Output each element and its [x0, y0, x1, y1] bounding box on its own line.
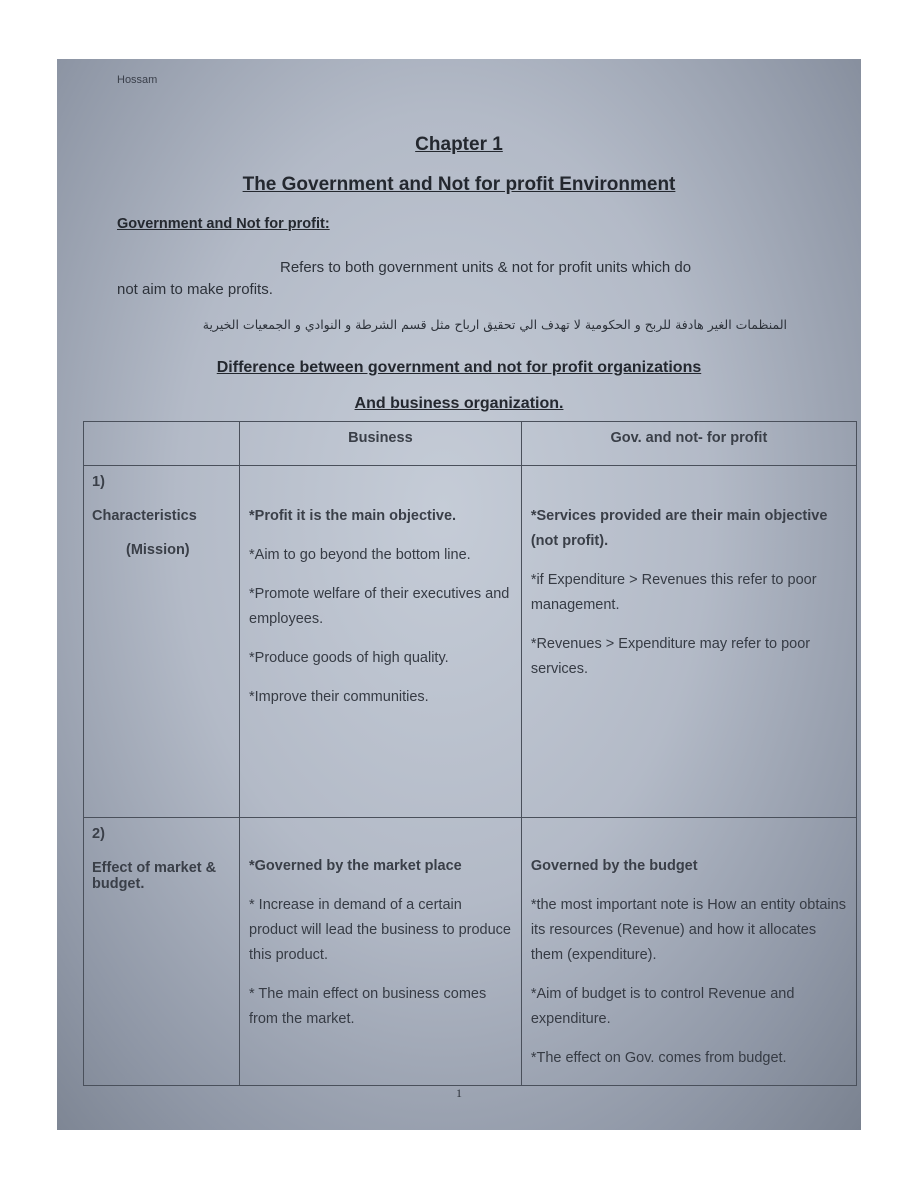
gov-point: *Aim of budget is to control Revenue and expenditure.	[530, 986, 795, 1027]
gov-point: *Revenues > Expenditure may refer to poor services.	[530, 636, 811, 677]
gov-point: *if Expenditure > Revenues this refer to poor management.	[530, 572, 817, 613]
row-label-cell	[84, 466, 240, 818]
definition-line-1: Refers to both government units & not for profit units which do	[280, 259, 692, 276]
business-point: * The main effect on business comes from the market.	[249, 986, 487, 1027]
photographed-page	[57, 59, 861, 1130]
gov-point: Governed by the budget	[530, 858, 698, 874]
comparison-table	[83, 421, 857, 1086]
chapter-heading: Chapter 1	[415, 134, 503, 155]
definition-line-2: not aim to make profits.	[117, 281, 273, 298]
business-point: *Improve their communities.	[249, 689, 429, 705]
row-label: Characteristics	[92, 508, 197, 524]
row-label: Effect of market & budget.	[92, 860, 217, 892]
table-header-row	[84, 422, 857, 466]
business-point: *Aim to go beyond the bottom line.	[249, 547, 471, 563]
gov-cell	[521, 818, 856, 1086]
header-business: Business	[240, 422, 522, 466]
row-label-cell	[84, 818, 240, 1086]
header-gov: Gov. and not- for profit	[521, 422, 856, 466]
difference-heading-line-1: Difference between government and not for profit organizations	[216, 359, 702, 376]
gov-point: *the most important note is How an entity obtains its resources (Revenue) and how it allocates them (expenditure).	[530, 897, 846, 963]
gov-cell	[521, 466, 856, 818]
gov-point: *The effect on Gov. comes from budget.	[530, 1050, 787, 1066]
row-number: 2)	[92, 826, 105, 842]
arabic-note: المنظمات الغير هادفة للربح و الحكومية لا تهدف الي تحقيق ارباح مثل قسم الشرطة و النوادي و الجمعيات الخيرية	[202, 317, 787, 332]
author-name: Hossam	[117, 74, 158, 86]
gov-point: *Services provided are their main objective (not profit).	[530, 508, 828, 549]
business-point: *Produce goods of high quality.	[249, 650, 449, 666]
header-label-cell	[84, 422, 240, 466]
table-row	[84, 466, 857, 818]
page-number: 1	[456, 1086, 462, 1100]
business-cell	[240, 466, 522, 818]
business-point: * Increase in demand of a certain product will lead the business to produce this product.	[249, 897, 511, 963]
table-row	[84, 818, 857, 1086]
business-cell	[240, 818, 522, 1086]
row-number: 1)	[92, 474, 105, 490]
business-point: *Governed by the market place	[249, 858, 462, 874]
difference-heading-line-2: And business organization.	[354, 395, 564, 412]
business-point: *Promote welfare of their executives and employees.	[249, 586, 510, 627]
section-heading: Government and Not for profit:	[117, 216, 330, 232]
page-title: The Government and Not for profit Environment	[242, 174, 676, 195]
row-sublabel: (Mission)	[126, 542, 190, 558]
business-point: *Profit it is the main objective.	[249, 508, 457, 524]
